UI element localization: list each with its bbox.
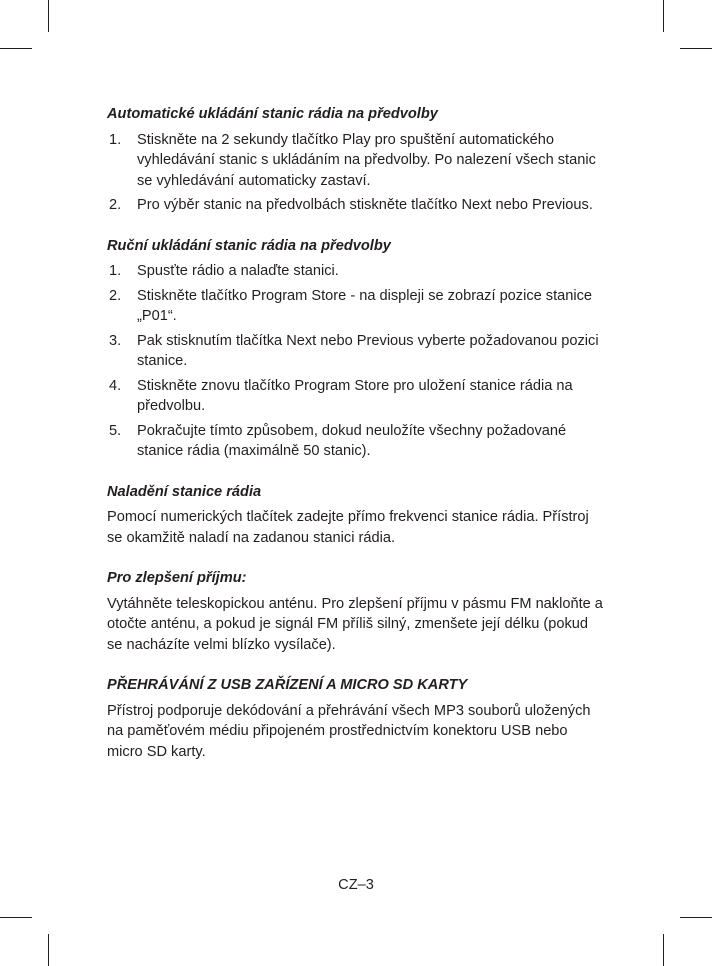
section-paragraph: Pomocí numerických tlačítek zadejte přímo frekvenci stanice rádia. Přístroj se okamžitě naladí na zadanou stanici rádia. — [107, 509, 589, 546]
list-item — [107, 421, 607, 462]
list-item — [107, 195, 607, 216]
crop-mark — [663, 0, 664, 32]
step-number: 1. — [109, 263, 122, 279]
page-content — [107, 104, 607, 782]
crop-mark — [48, 934, 49, 966]
steps-list — [107, 130, 607, 216]
step-number: 2. — [109, 287, 122, 304]
step-number: 1. — [109, 131, 122, 148]
section-paragraph: Vytáhněte teleskopickou anténu. Pro zlepšení příjmu v pásmu FM nakloňte a otočte anténu, a pokud je signál FM příliš silný, zmenšete její délku (pokud se nacházíte velmi blízko vysílače). — [107, 595, 603, 653]
list-item — [107, 286, 607, 327]
section-heading: Ruční ukládání stanic rádia na předvolby — [107, 237, 391, 254]
list-item — [107, 331, 607, 372]
step-number: 2. — [109, 197, 122, 213]
step-text: Pokračujte tímto způsobem, dokud neuložíte všechny požadované stanice rádia (maximálně 50 stanic). — [137, 422, 567, 459]
section-heading: Pro zlepšení příjmu: — [107, 570, 247, 586]
crop-mark — [0, 48, 32, 49]
step-text: Stiskněte na 2 sekundy tlačítko Play pro spuštění automatického vyhledávání stanic s ukládáním na předvolby. Po nalezení všech stanic se vyhledávání automaticky zastaví. — [137, 131, 596, 189]
section-paragraph: Přístroj podporuje dekódování a přehrávání všech MP3 souborů uložených na paměťovém médiu připojeném prostřednictvím konektoru USB nebo micro SD karty. — [107, 702, 591, 760]
page-number: CZ–3 — [338, 877, 374, 893]
crop-mark — [0, 917, 32, 918]
section-heading: Naladění stanice rádia — [107, 483, 262, 500]
section-auto-presets — [107, 104, 607, 216]
step-number: 3. — [109, 332, 122, 349]
list-item — [107, 376, 607, 417]
section-usb-sd — [107, 675, 607, 762]
crop-mark — [663, 934, 664, 966]
crop-mark — [48, 0, 49, 32]
crop-mark — [680, 917, 712, 918]
section-tuning — [107, 482, 607, 549]
steps-list — [107, 261, 607, 462]
step-number: 5. — [109, 422, 122, 439]
crop-mark — [680, 48, 712, 49]
step-text: Stiskněte znovu tlačítko Program Store pro uložení stanice rádia na předvolbu. — [137, 377, 573, 414]
step-text: Spusťte rádio a nalaďte stanici. — [137, 263, 339, 279]
step-text: Pro výběr stanic na předvolbách stiskněte tlačítko Next nebo Previous. — [137, 197, 593, 213]
section-reception — [107, 568, 607, 655]
list-item — [107, 130, 607, 192]
section-heading: Automatické ukládání stanic rádia na předvolby — [107, 106, 438, 122]
list-item — [107, 261, 607, 282]
section-manual-presets — [107, 236, 607, 462]
step-text: Pak stisknutím tlačítka Next nebo Previous vyberte požadovanou pozici stanice. — [137, 332, 599, 369]
section-heading: PŘEHRÁVÁNÍ Z USB ZAŘÍZENÍ A MICRO SD KARTY — [107, 677, 468, 693]
step-text: Stiskněte tlačítko Program Store - na displeji se zobrazí pozice stanice „P01“. — [137, 287, 593, 324]
step-number: 4. — [109, 377, 122, 394]
